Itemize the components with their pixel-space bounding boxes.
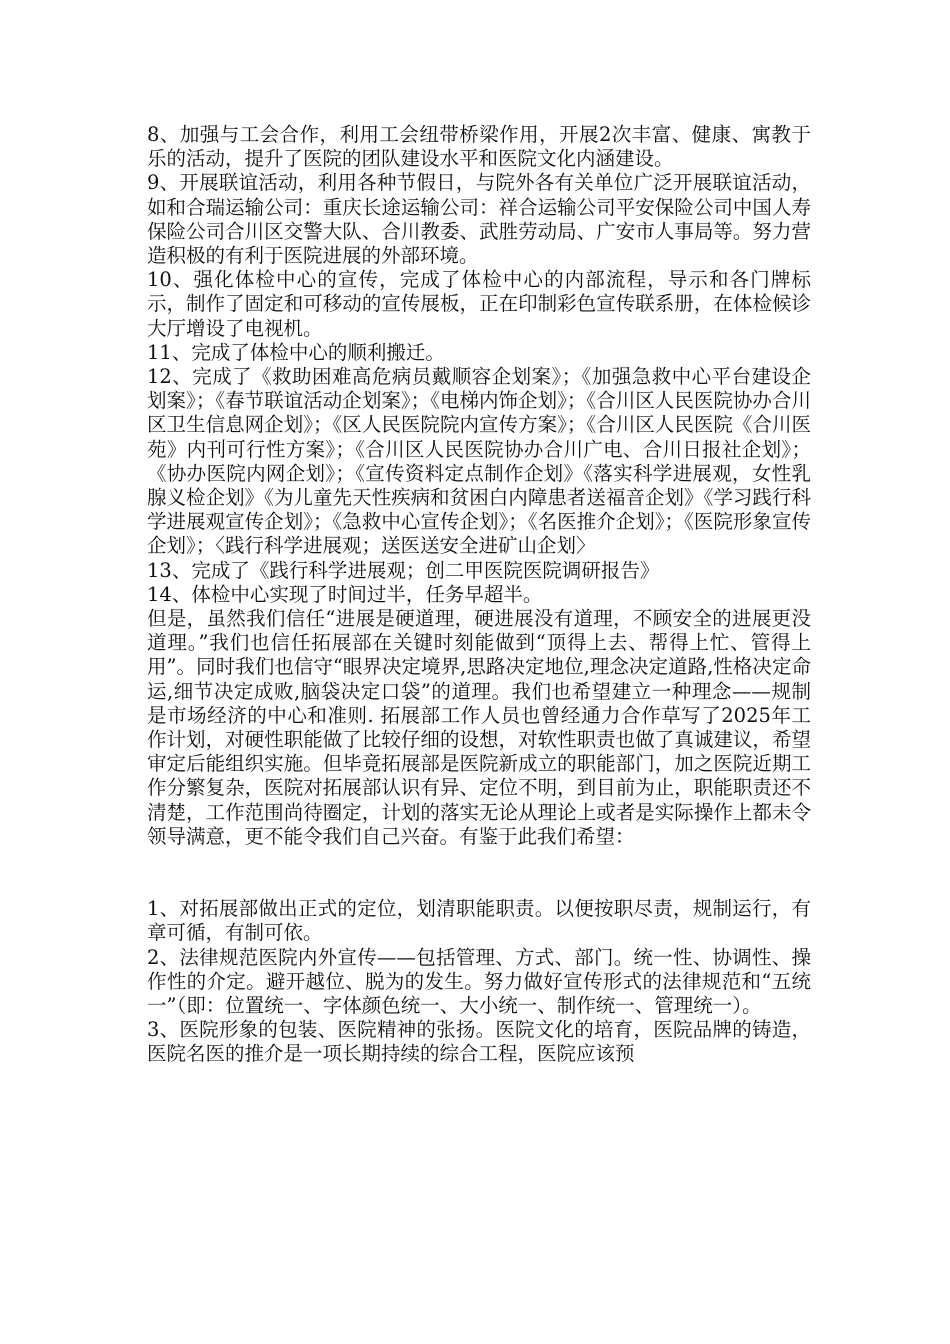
paragraph-item-14: 14、体检中心实现了时间过半，任务早超半。 bbox=[147, 582, 543, 606]
paragraph-item-12: 12、完成了《救助困难高危病员戴顺容企划案》；《加强急救中心平台建设企划案》；《春节联谊活动企划案》；《电梯内饰企划》；《合川区人民医院协办合川区卫生信息网企划》；《区人民医院院内宣传方案》；《合川区人民医院《合川医苑》内刊可行性方案》；《合川区人民医院协办合川广电、合川日报社企划》；《协办医院内网企划》；《宣传资料定点制作企划》《落实科学进展观，女性乳腺义检企划》《为儿童先天性疾病和贫困白内障患者送福音企划》《学习践行科学进展观宣传企划》；《急救中心宣传企划》；《名医推介企划》；《医院形象宣传企划》；〈践行科学进展观；送医送安全进矿山企划〉 bbox=[147, 365, 811, 558]
paragraph-request-2: 2、法律规范医院内外宣传——包括管理、方式、部门。统一性、协调性、操作性的介定。避开越位、脱为的发生。努力做好宣传形式的法律规范和“五统一”（即：位置统一、字体颜色统一、大小统一、制作统一、管理统一）。 bbox=[147, 945, 811, 1017]
paragraph-item-13: 13、完成了《践行科学进展观；创二甲医院医院调研报告》 bbox=[147, 558, 660, 582]
paragraph-however: 但是，虽然我们信任“进展是硬道理，硬进展没有道理，不顾安全的进展更没道理。”我们也信任拓展部在关键时刻能做到“顶得上去、帮得上忙、管得上用”。同时我们也信守“眼界决定境界,思路决定地位,理念决定道路,性格决定命运,细节决定成败,脑袋决定口袋”的道理。我们也希望建立一种理念——规制是市场经济的中心和准则. 拓展部工作人员也曾经通力合作草写了2025年工作计划，对硬性职能做了比较仔细的设想，对软性职责也做了真诚建议，希望审定后能组织实施。但毕竟拓展部是医院新成立的职能部门，加之医院近期工作分繁复杂，医院对拓展部认识有异、定位不明，到目前为止，职能职责还不清楚，工作范围尚待圈定，计划的落实无论从理论上或者是实际操作上都未令领导满意，更不能令我们自己兴奋。有鉴于此我们希望： bbox=[147, 607, 811, 848]
paragraph-item-10: 10、强化体检中心的宣传，完成了体检中心的内部流程，导示和各门牌标示，制作了固定和可移动的宣传展板，正在印制彩色宣传联系册，在体检候诊大厅增设了电视机。 bbox=[147, 268, 811, 340]
paragraph-item-11: 11、完成了体检中心的顺利搬迁。 bbox=[147, 340, 445, 364]
paragraph-item-8: 8、加强与工会合作，利用工会纽带桥梁作用，开展2次丰富、健康、寓教于乐的活动，提升了医院的团队建设水平和医院文化内涵建设。 bbox=[147, 123, 811, 171]
paragraph-request-1: 1、对拓展部做出正式的定位，划清职能职责。以便按职尽责，规制运行，有章可循，有制可依。 bbox=[147, 897, 811, 945]
paragraph-item-9: 9、开展联谊活动，利用各种节假日，与院外各有关单位广泛开展联谊活动，如和合瑞运输公司：重庆长途运输公司：祥合运输公司平安保险公司中国人寿保险公司合川区交警大队、合川教委、武胜劳动局、广安市人事局等。努力营造积极的有利于医院进展的外部环境。 bbox=[147, 171, 811, 268]
paragraph-request-3: 3、医院形象的包装、医院精神的张扬。医院文化的培育，医院品牌的铸造，医院名医的推介是一项长期持续的综合工程，医院应该预 bbox=[147, 1018, 811, 1066]
document-body bbox=[147, 123, 811, 1067]
paragraph-spacer bbox=[147, 849, 811, 897]
